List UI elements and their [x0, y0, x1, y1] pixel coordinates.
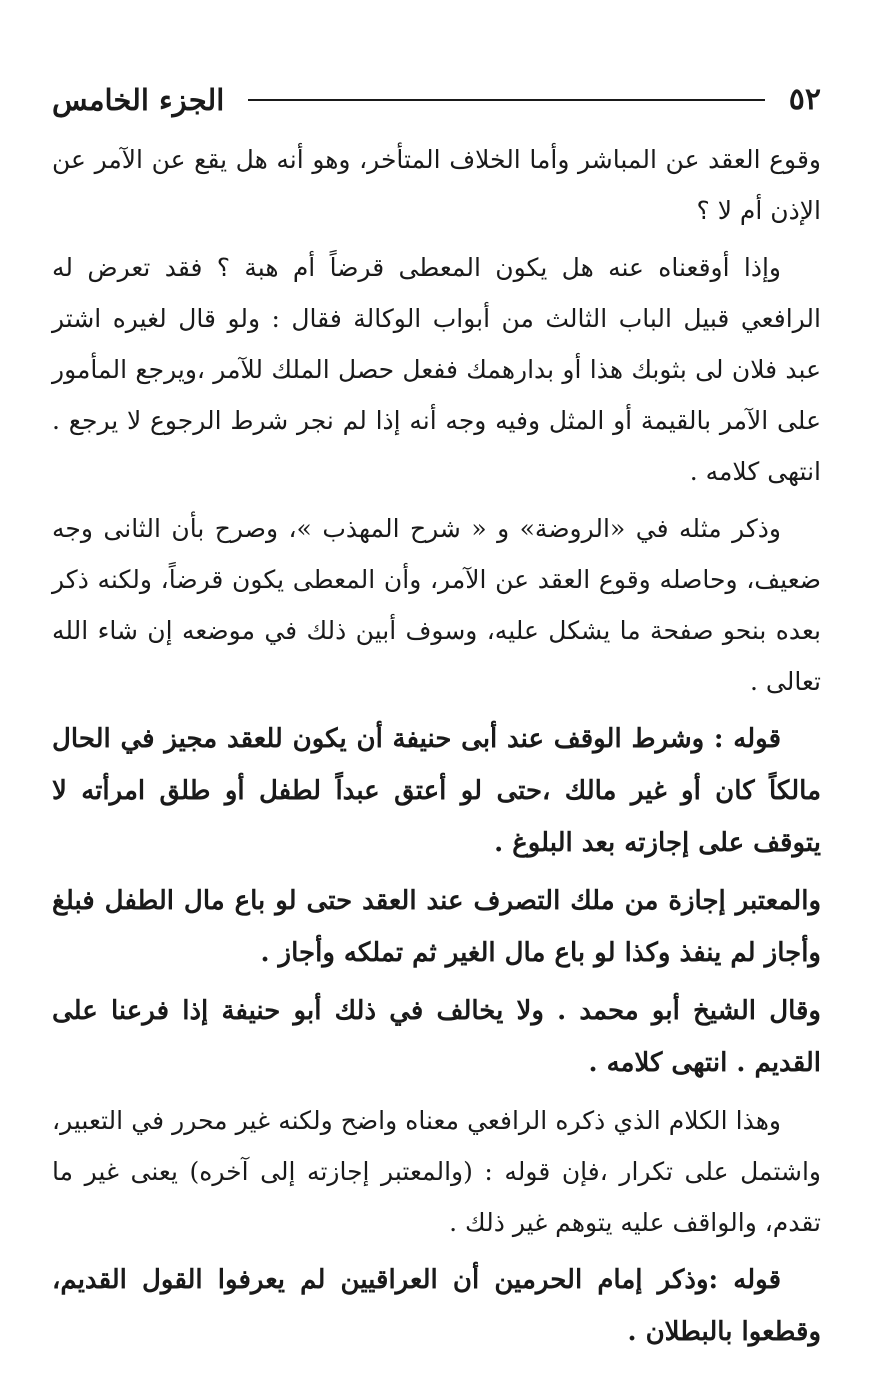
- paragraph-3: وذكر مثله في «الروضة» و « شرح المهذب »، وصرح بأن الثانى وجه ضعيف، وحاصله وقوع العقد عن الآمر، وأن المعطى يكون قرضاً، ولكنه ذكر بعده بنحو صفحة ما يشكل عليه، وسوف أبين ذلك في موضعه إن شاء الله تعالى .: [52, 514, 821, 696]
- running-head: [52, 78, 821, 122]
- header-rule: [248, 99, 764, 101]
- quoted-passage-1: قوله : وشرط الوقف عند أبى حنيفة أن يكون للعقد مجيز في الحال مالكاً كان أو غير مالك ،حتى لو أعتق عبداً لطفل أو طلق امرأته لا يتوقف على إجازته بعد البلوغ .: [52, 724, 821, 858]
- paragraph-2: وإذا أوقعناه عنه هل يكون المعطى قرضاً أم هبة ؟ فقد تعرض له الرافعي قبيل الباب الثالث من أبواب الوكالة فقال : ولو قال لغيره اشتر عبد فلان لى بثوبك هذا أو بدارهمك ففعل حصل الملك للآمر ،ويرجع المأمور على الآمر بالقيمة أو المثل وفيه وجه أنه إذا لم نجر شرط الرجوع لا يرجع . انتهى كلامه .: [52, 253, 821, 486]
- paragraph-commentary: وهذا الكلام الذي ذكره الرافعي معناه واضح ولكنه غير محرر في التعبير، واشتمل على تكرار ،فإن قوله : (والمعتبر إجازته إلى آخره) يعنى غير ما تقدم، والواقف عليه يتوهم غير ذلك .: [52, 1106, 821, 1237]
- page-number: ٥٢: [788, 82, 821, 117]
- chapter-title: الجزء الخامس: [52, 82, 225, 117]
- quoted-passage-4: قوله :وذكر إمام الحرمين أن العراقيين لم يعرفوا القول القديم، وقطعوا بالبطلان .: [52, 1265, 821, 1347]
- quoted-passage-3: وقال الشيخ أبو محمد . ولا يخالف في ذلك أبو حنيفة إذا فرعنا على القديم . انتهى كلامه .: [52, 996, 821, 1078]
- body-text: [52, 134, 821, 1364]
- quoted-passage-2: والمعتبر إجازة من ملك التصرف عند العقد حتى لو باع مال الطفل فبلغ وأجاز لم ينفذ وكذا لو باع مال الغير ثم تملكه وأجاز .: [52, 886, 821, 968]
- paragraph-1: وقوع العقد عن المباشر وأما الخلاف المتأخر، وهو أنه هل يقع عن الآمر عن الإذن أم لا ؟: [52, 145, 821, 225]
